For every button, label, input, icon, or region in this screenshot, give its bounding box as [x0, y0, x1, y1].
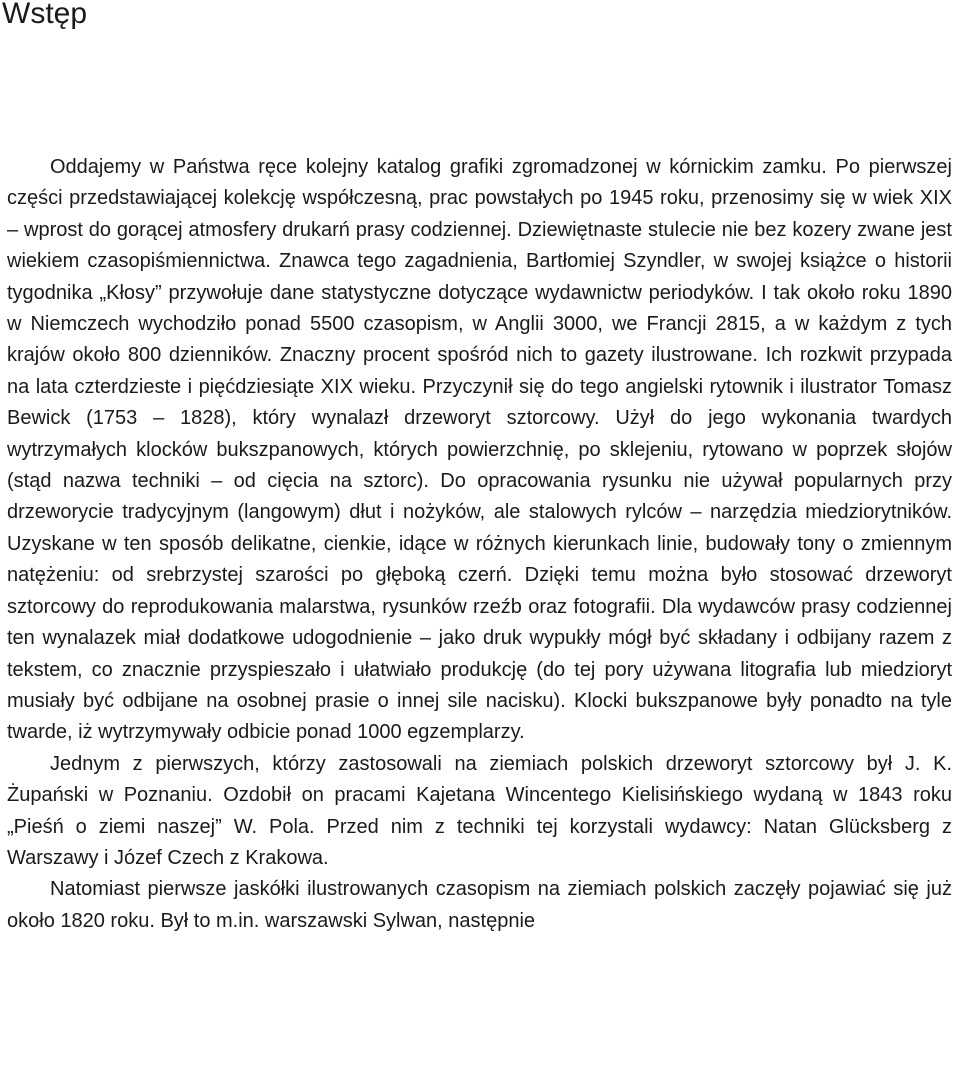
paragraph-1: Oddajemy w Państwa ręce kolejny katalog grafiki zgromadzonej w kórnickim zamku. Po pierwszej części przedstawiającej kolekcję współczesną, prac powstałych po 1945 roku, przenosimy się w wiek XIX – wprost do gorącej atmosfery drukarń prasy codziennej. Dziewiętnaste stulecie nie bez kozery zwane jest wiekiem czasopiśmiennictwa. Znawca tego zagadnienia, Bartłomiej Szyndler, w swojej książce o historii tygodnika „Kłosy” przywołuje dane statystyczne dotyczące wydawnictw periodyków. I tak około roku 1890 w Niemczech wychodziło ponad 5500 czasopism, w Anglii 3000, we Francji 2815, a w każdym z tych krajów około 800 dzienników. Znaczny procent spośród nich to gazety ilustrowane. Ich rozkwit przypada na lata czterdzieste i pięćdziesiąte XIX wieku. Przyczynił się do tego angielski rytownik i ilustrator Tomasz Bewick (1753 – 1828), który wynalazł drzeworyt sztorcowy. Użył do jego wykonania twardych wytrzymałych klocków bukszpanowych, których powierzchnię, po sklejeniu, rytowano w poprzek słojów (stąd nazwa techniki – od cięcia na sztorc). Do opracowania rysunku nie używał popularnych przy drzeworycie tradycyjnym (langowym) dłut i nożyków, ale stalowych rylców – narzędzia miedziorytników. Uzyskane w ten sposób delikatne, cienkie, idące w różnych kierunkach linie, budowały tony o zmiennym natężeniu: od srebrzystej szarości po głęboką czerń. Dzięki temu można było stosować drzeworyt sztorcowy do reprodukowania malarstwa, rysunków rzeźb oraz fotografii. Dla wydawców prasy codziennej ten wynalazek miał dodatkowe udogodnienie – jako druk wypukły mógł być składany i odbijany razem z tekstem, co znacznie przyspieszało i ułatwiało produkcję (do tej pory używana litografia lub miedzioryt musiały być odbijane na osobnej prasie o innej sile nacisku). Klocki bukszpanowe były ponadto na tyle twarde, iż wytrzymywały odbicie ponad 1000 egzemplarzy.	[7, 156, 952, 744]
page-title: Wstęp	[2, 0, 88, 30]
body-text	[7, 152, 952, 937]
paragraph-2: Jednym z pierwszych, którzy zastosowali na ziemiach polskich drzeworyt sztorcowy był J. K. Żupański w Poznaniu. Ozdobił on pracami Kajetana Wincentego Kielisińskiego wydaną w 1843 roku „Pieśń o ziemi naszej” W. Pola. Przed nim z techniki tej korzystali wydawcy: Natan Glücksberg z Warszawy i Józef Czech z Krakowa.	[7, 752, 952, 869]
paragraph-3: Natomiast pierwsze jaskółki ilustrowanych czasopism na ziemiach polskich zaczęły pojawiać się już około 1820 roku. Był to m.in. warszawski Sylwan, następnie	[7, 878, 952, 932]
